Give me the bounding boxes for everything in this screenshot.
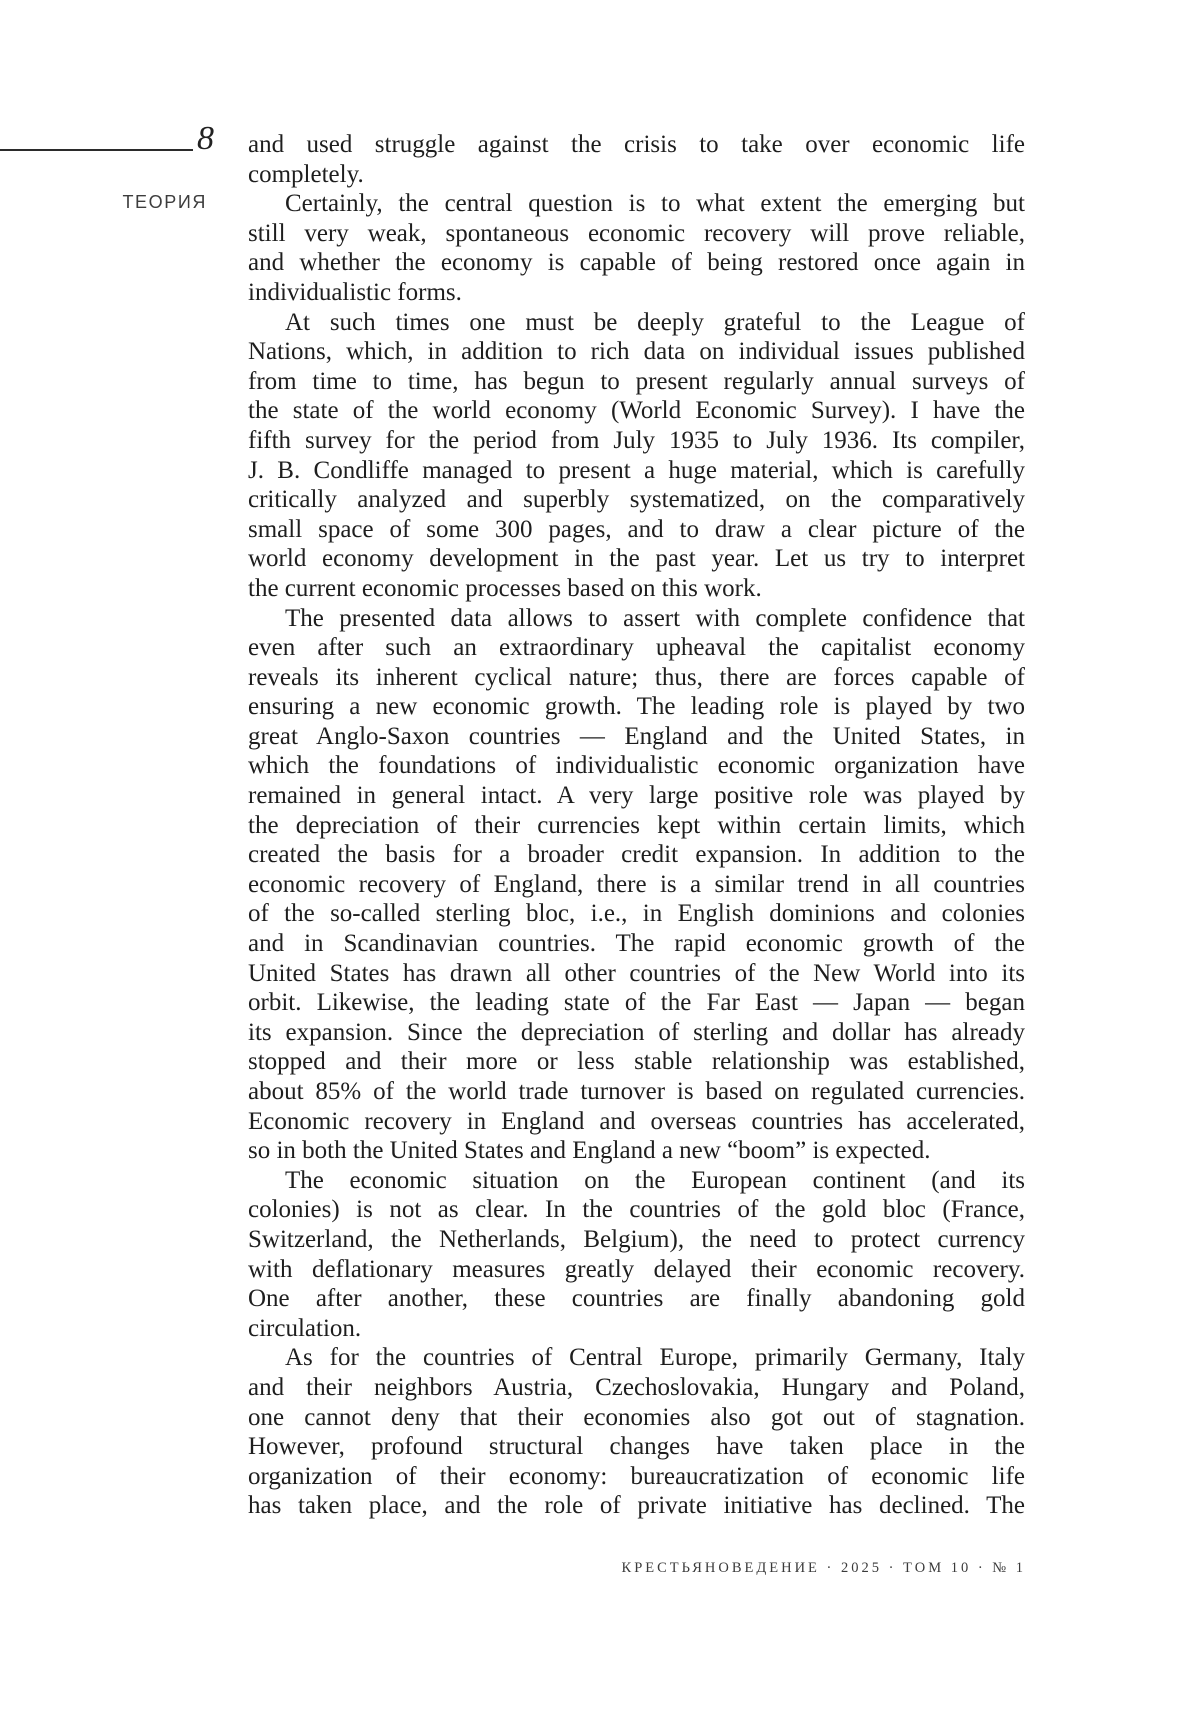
- running-footer: КРЕСТЬЯНОВЕДЕНИЕ · 2025 · ТОМ 10 · № 1: [621, 1560, 1026, 1576]
- text-line: remained in general intact. A very large positive role was played by: [248, 782, 1025, 810]
- paragraph: [248, 130, 1025, 189]
- text-line: At such times one must be deeply grateful to the League of: [285, 308, 1025, 336]
- text-line: The presented data allows to assert with complete confidence that: [285, 604, 1025, 632]
- text-line: Certainly, the central question is to what extent the emerging but: [285, 190, 1025, 218]
- text-line: completely.: [248, 160, 364, 188]
- paragraph: [248, 1343, 1025, 1521]
- paragraph: [248, 308, 1025, 604]
- text-line: Nations, which, in addition to rich data on individual issues published: [248, 338, 1025, 366]
- paragraph: [248, 189, 1025, 307]
- text-line: critically analyzed and superbly systematized, on the comparatively: [248, 486, 1025, 514]
- text-line: about 85% of the world trade turnover is based on regulated currencies.: [248, 1078, 1025, 1105]
- text-line: so in both the United States and England a new “boom” is expected.: [248, 1137, 931, 1165]
- text-line: one cannot deny that their economies also got out of stagnation.: [248, 1403, 1025, 1431]
- text-line: United States has drawn all other countries of the New World into its: [248, 959, 1025, 987]
- text-line: One after another, these countries are finally abandoning gold: [248, 1285, 1025, 1313]
- text-line: economic recovery of England, there is a similar trend in all countries: [248, 870, 1025, 898]
- article-body: [248, 130, 1025, 1521]
- text-line: Economic recovery in England and overseas countries has accelerated,: [248, 1107, 1025, 1135]
- text-line: which the foundations of individualistic economic organization have: [248, 752, 1025, 780]
- text-line: fifth survey for the period from July 1935 to July 1936. Its compiler,: [248, 426, 1025, 454]
- text-line: However, profound structural changes have taken place in the: [248, 1433, 1025, 1461]
- paragraph: [248, 604, 1025, 1166]
- text-line: has taken place, and the role of private initiative has declined. The: [248, 1492, 1025, 1520]
- text-line: and their neighbors Austria, Czechoslovakia, Hungary and Poland,: [248, 1373, 1025, 1401]
- text-line: even after such an extraordinary upheaval the capitalist economy: [248, 634, 1025, 662]
- text-line: great Anglo-Saxon countries — England and the United States, in: [248, 722, 1025, 750]
- text-line: As for the countries of Central Europe, primarily Germany, Italy: [285, 1344, 1025, 1372]
- text-line: created the basis for a broader credit expansion. In addition to the: [248, 841, 1025, 869]
- text-line: the current economic processes based on this work.: [248, 574, 762, 602]
- text-line: small space of some 300 pages, and to draw a clear picture of the: [248, 515, 1025, 543]
- text-line: from time to time, has begun to present regularly annual surveys of: [248, 367, 1025, 395]
- text-line: world economy development in the past year. Let us try to interpret: [248, 545, 1025, 573]
- text-line: reveals its inherent cyclical nature; thus, there are forces capable of: [248, 663, 1025, 691]
- page-number: 8: [197, 120, 214, 157]
- text-line: orbit. Likewise, the leading state of the Far East — Japan — began: [248, 989, 1025, 1017]
- text-line: individualistic forms.: [248, 278, 462, 306]
- text-line: and used struggle against the crisis to take over economic life: [248, 131, 1025, 158]
- text-line: ensuring a new economic growth. The leading role is played by two: [248, 693, 1025, 721]
- text-line: colonies) is not as clear. In the countries of the gold bloc (France,: [248, 1196, 1025, 1224]
- text-line: with deflationary measures greatly delayed their economic recovery.: [248, 1255, 1025, 1283]
- text-line: and in Scandinavian countries. The rapid economic growth of the: [248, 930, 1025, 958]
- text-line: of the so-called sterling bloc, i.e., in English dominions and colonies: [248, 900, 1025, 928]
- text-line: and whether the economy is capable of being restored once again in: [248, 249, 1025, 277]
- text-line: The economic situation on the European continent (and its: [285, 1166, 1025, 1194]
- section-label: ТЕОРИЯ: [122, 192, 207, 212]
- text-line: its expansion. Since the depreciation of sterling and dollar has already: [248, 1018, 1025, 1046]
- text-line: Switzerland, the Netherlands, Belgium), the need to protect currency: [248, 1225, 1025, 1253]
- paragraph: [248, 1166, 1025, 1344]
- text-line: the depreciation of their currencies kept within certain limits, which: [248, 811, 1025, 839]
- text-line: still very weak, spontaneous economic recovery will prove reliable,: [248, 219, 1025, 247]
- text-line: circulation.: [248, 1314, 362, 1342]
- text-line: stopped and their more or less stable relationship was established,: [248, 1048, 1025, 1076]
- text-line: J. B. Condliffe managed to present a huge material, which is carefully: [248, 456, 1025, 484]
- text-line: organization of their economy: bureaucratization of economic life: [248, 1462, 1025, 1490]
- text-line: the state of the world economy (World Economic Survey). I have the: [248, 397, 1025, 425]
